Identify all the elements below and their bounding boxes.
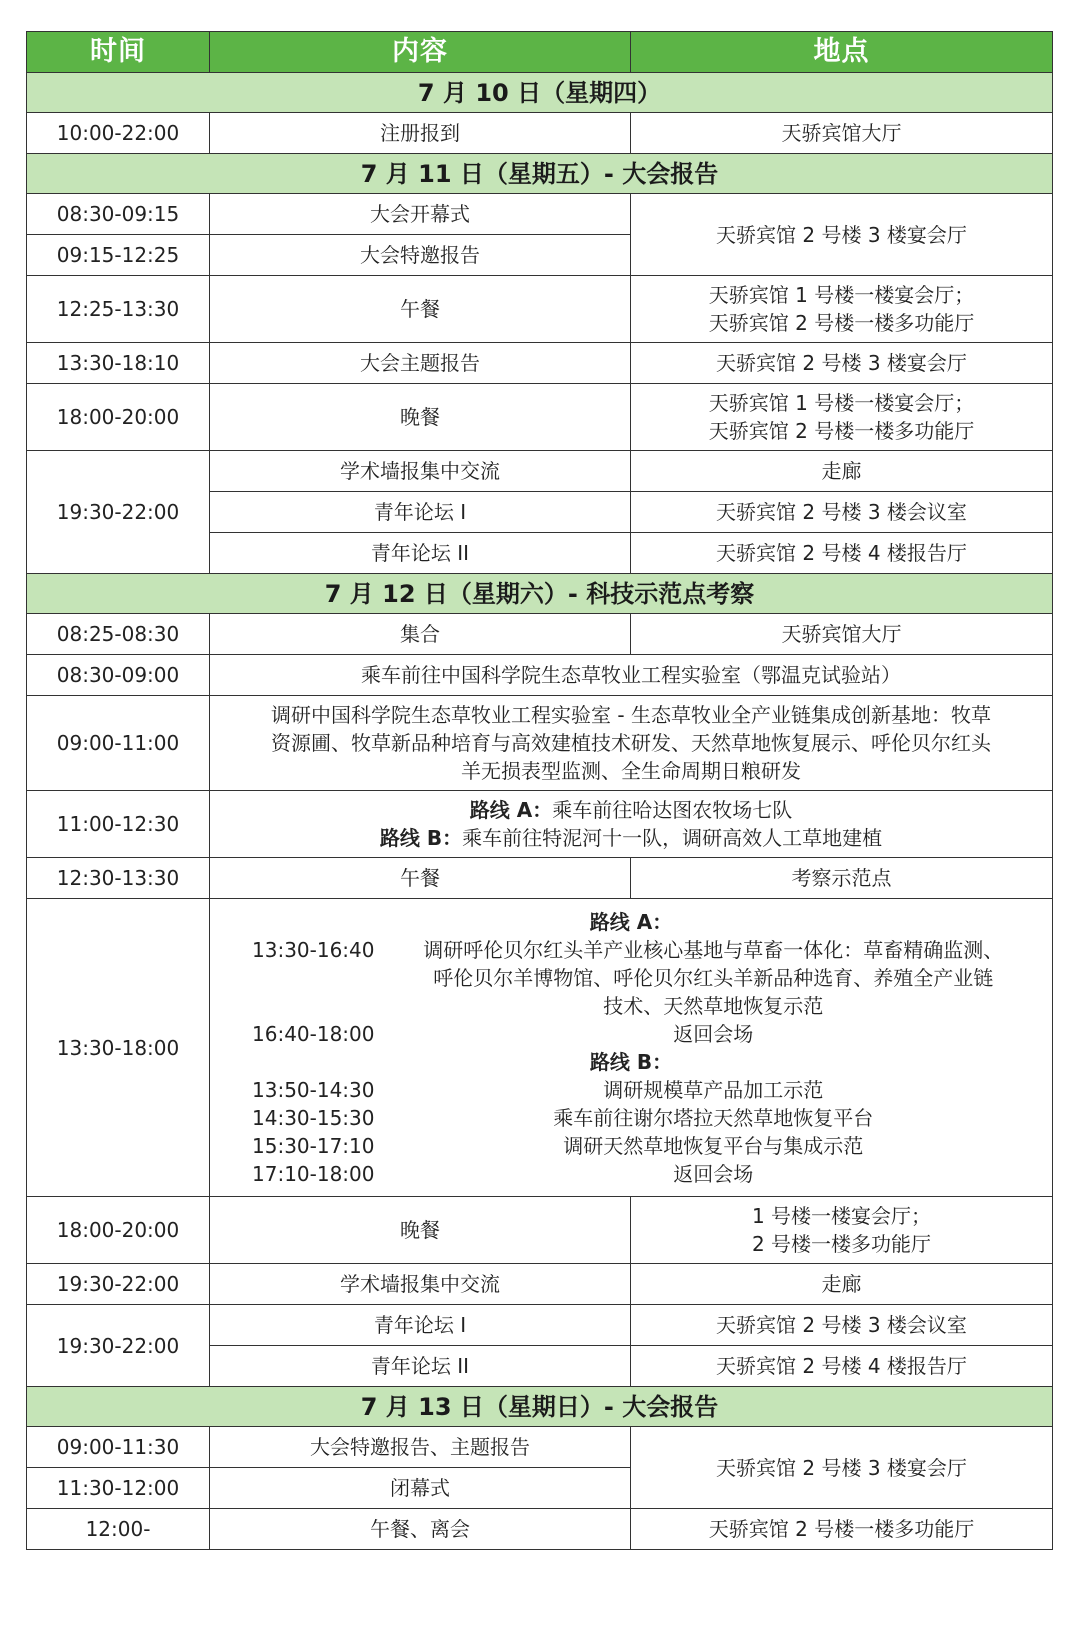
place-cell: 天骄宾馆 2 号楼 3 楼宴会厅 (631, 1427, 1053, 1509)
content-cell: 大会特邀报告、主题报告 (210, 1427, 631, 1468)
place-cell (631, 276, 1053, 343)
itinerary-text: 返回会场 (673, 1021, 754, 1046)
content-cell (210, 696, 1053, 791)
time-cell: 18:00-20:00 (27, 384, 210, 451)
place-cell: 天骄宾馆 2 号楼一楼多功能厅 (631, 1509, 1053, 1550)
content-cell: 集合 (210, 614, 631, 655)
time-cell: 13:30-18:00 (27, 899, 210, 1197)
itinerary-text-line: 呼伦贝尔羊博物馆、呼伦贝尔红头羊新品种选育、养殖全产业链 (433, 965, 994, 990)
itinerary-text: 乘车前往谢尔塔拉天然草地恢复平台 (553, 1105, 874, 1130)
time-cell: 18:00-20:00 (27, 1197, 210, 1264)
itinerary-text: 调研天然草地恢复平台与集成示范 (563, 1133, 864, 1158)
header-place: 地点 (631, 32, 1053, 73)
table-row (27, 384, 1053, 451)
day-heading-row (27, 73, 1053, 113)
table-row (27, 614, 1053, 655)
place-line: 天骄宾馆 1 号楼一楼宴会厅； (708, 391, 975, 415)
content-cell: 大会特邀报告 (210, 235, 631, 276)
place-cell (631, 384, 1053, 451)
route-a-line (210, 796, 1052, 824)
time-cell: 12:25-13:30 (27, 276, 210, 343)
table-row (27, 899, 1053, 1197)
time-cell: 08:30-09:00 (27, 655, 210, 696)
content-cell: 青年论坛 I (210, 1305, 631, 1346)
table-row (27, 113, 1053, 154)
content-cell: 注册报到 (210, 113, 631, 154)
itinerary-item (210, 1104, 1052, 1132)
place-cell: 走廊 (631, 451, 1053, 492)
place-cell: 考察示范点 (631, 858, 1053, 899)
content-line: 资源圃、牧草新品种培育与高效建植技术研发、天然草地恢复展示、呼伦贝尔红头 (271, 731, 991, 755)
place-line: 天骄宾馆 2 号楼一楼多功能厅 (708, 419, 975, 443)
time-cell: 19:30-22:00 (27, 1305, 210, 1387)
itinerary-text: 调研规模草产品加工示范 (603, 1077, 824, 1102)
content-line: 羊无损表型监测、全生命周期日粮研发 (461, 759, 801, 783)
place-cell: 天骄宾馆 2 号楼 3 楼宴会厅 (631, 343, 1053, 384)
table-row (27, 791, 1053, 858)
time-cell: 10:00-22:00 (27, 113, 210, 154)
time-cell: 09:00-11:30 (27, 1427, 210, 1468)
content-cell: 午餐 (210, 858, 631, 899)
time-cell: 12:30-13:30 (27, 858, 210, 899)
time-cell: 11:30-12:00 (27, 1468, 210, 1509)
itinerary-time: 17:10-18:00 (252, 1161, 375, 1186)
content-cell: 大会开幕式 (210, 194, 631, 235)
content-cell (210, 791, 1053, 858)
time-cell: 12:00- (27, 1509, 210, 1550)
content-cell (210, 899, 1053, 1197)
day-heading: 7 月 13 日（星期日）- 大会报告 (27, 1387, 1053, 1427)
content-cell: 晚餐 (210, 384, 631, 451)
time-cell: 09:15-12:25 (27, 235, 210, 276)
time-cell: 08:30-09:15 (27, 194, 210, 235)
table-row (27, 1427, 1053, 1468)
route-a-label: 路线 A： (469, 798, 553, 822)
content-cell: 午餐 (210, 276, 631, 343)
itinerary-time: 13:30-16:40 (252, 937, 375, 962)
content-cell: 青年论坛 I (210, 492, 631, 533)
time-cell: 09:00-11:00 (27, 696, 210, 791)
place-cell: 天骄宾馆 2 号楼 3 楼会议室 (631, 492, 1053, 533)
place-cell: 天骄宾馆大厅 (631, 113, 1053, 154)
place-cell (631, 1197, 1053, 1264)
time-cell: 08:25-08:30 (27, 614, 210, 655)
place-line: 天骄宾馆 2 号楼一楼多功能厅 (708, 311, 975, 335)
content-cell: 学术墙报集中交流 (210, 1264, 631, 1305)
table-row (27, 276, 1053, 343)
place-cell: 走廊 (631, 1264, 1053, 1305)
route-b-text: 乘车前往特泥河十一队，调研高效人工草地建植 (462, 826, 883, 850)
place-cell: 天骄宾馆大厅 (631, 614, 1053, 655)
content-line: 调研中国科学院生态草牧业工程实验室 - 生态草牧业全产业链集成创新基地：牧草 (271, 703, 991, 727)
time-cell: 19:30-22:00 (27, 1264, 210, 1305)
day-heading: 7 月 11 日（星期五）- 大会报告 (27, 154, 1053, 194)
day-heading-row (27, 574, 1053, 614)
place-line: 天骄宾馆 1 号楼一楼宴会厅； (708, 283, 975, 307)
table-row (27, 858, 1053, 899)
place-cell: 天骄宾馆 2 号楼 4 楼报告厅 (631, 1346, 1053, 1387)
itinerary-time: 15:30-17:10 (252, 1133, 375, 1158)
content-cell: 学术墙报集中交流 (210, 451, 631, 492)
itinerary-time: 13:50-14:30 (252, 1077, 375, 1102)
table-row (27, 1197, 1053, 1264)
route-b-label: 路线 B： (379, 826, 463, 850)
place-cell: 天骄宾馆 2 号楼 3 楼会议室 (631, 1305, 1053, 1346)
itinerary-text-line: 调研呼伦贝尔红头羊产业核心基地与草畜一体化：草畜精确监测、 (423, 937, 1004, 962)
header-content: 内容 (210, 32, 631, 73)
route-a-label: 路线 A： (589, 909, 673, 934)
itinerary-item (210, 1160, 1052, 1188)
header-row (27, 32, 1053, 73)
content-cell: 大会主题报告 (210, 343, 631, 384)
day-heading: 7 月 10 日（星期四） (27, 73, 1053, 113)
itinerary-text (375, 936, 1053, 1020)
content-cell: 晚餐 (210, 1197, 631, 1264)
content-cell: 乘车前往中国科学院生态草牧业工程实验室（鄂温克试验站） (210, 655, 1053, 696)
place-cell: 天骄宾馆 2 号楼 3 楼宴会厅 (631, 194, 1053, 276)
route-a-text: 乘车前往哈达图农牧场七队 (552, 798, 793, 822)
itinerary-time: 14:30-15:30 (252, 1105, 375, 1130)
table-row (27, 655, 1053, 696)
content-cell: 午餐、离会 (210, 1509, 631, 1550)
table-row (27, 451, 1053, 492)
itinerary-time: 16:40-18:00 (252, 1021, 375, 1046)
content-cell: 青年论坛 II (210, 533, 631, 574)
route-b-line (210, 824, 1052, 852)
place-line: 2 号楼一楼多功能厅 (751, 1232, 932, 1256)
content-cell: 闭幕式 (210, 1468, 631, 1509)
header-time: 时间 (27, 32, 210, 73)
itinerary-item (210, 1020, 1052, 1048)
table-row (27, 696, 1053, 791)
route-b-label: 路线 B： (589, 1049, 673, 1074)
itinerary-item (210, 1132, 1052, 1160)
content-cell: 青年论坛 II (210, 1346, 631, 1387)
place-line: 1 号楼一楼宴会厅； (751, 1204, 932, 1228)
time-cell: 13:30-18:10 (27, 343, 210, 384)
day-heading: 7 月 12 日（星期六）- 科技示范点考察 (27, 574, 1053, 614)
day-heading-row (27, 154, 1053, 194)
itinerary-text: 返回会场 (673, 1161, 754, 1186)
time-cell: 11:00-12:30 (27, 791, 210, 858)
schedule-table (26, 31, 1053, 1550)
itinerary-item (210, 1076, 1052, 1104)
day-heading-row (27, 1387, 1053, 1427)
table-row (27, 343, 1053, 384)
place-cell: 天骄宾馆 2 号楼 4 楼报告厅 (631, 533, 1053, 574)
itinerary-text-line: 技术、天然草地恢复示范 (603, 993, 824, 1018)
table-row (27, 1264, 1053, 1305)
time-cell: 19:30-22:00 (27, 451, 210, 574)
itinerary-item (210, 936, 1052, 1020)
table-row (27, 1305, 1053, 1346)
table-row (27, 1509, 1053, 1550)
table-row (27, 194, 1053, 235)
